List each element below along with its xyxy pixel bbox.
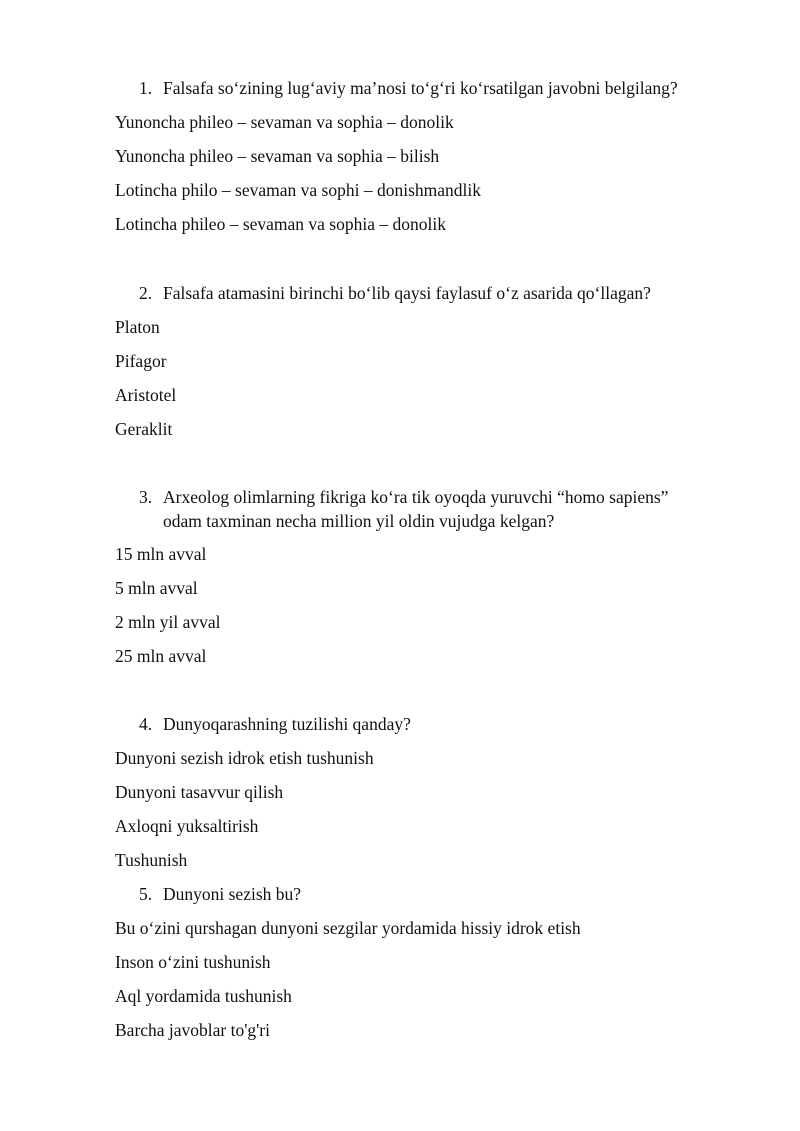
answer-option: Barcha javoblar to'g'ri [115,1020,270,1040]
question-number: 4. [139,714,153,734]
answer-option: Lotincha philo – sevaman va sophi – donishmandlik [115,180,481,200]
question-text-line-1: Arxeolog olimlarning fikriga ko‘ra tik oyoqda yuruvchi “homo sapiens” [163,487,669,507]
answer-option: Dunyoni tasavvur qilish [115,782,284,802]
question-number: 2. [139,283,153,303]
answer-option: Aql yordamida tushunish [115,986,292,1006]
question-number: 5. [139,884,153,904]
answer-option: Tushunish [115,850,188,870]
answer-option: 2 mln yil avval [115,612,221,632]
answer-option: Pifagor [115,351,167,371]
answer-option: Lotincha phileo – sevaman va sophia – donolik [115,214,446,234]
question-number: 3. [139,487,153,507]
question-text: Falsafa atamasini birinchi bo‘lib qaysi faylasuf o‘z asarida qo‘llagan? [163,283,651,303]
question-text: Dunyoni sezish bu? [163,884,302,904]
question-number: 1. [139,78,153,98]
answer-option: Yunoncha phileo – sevaman va sophia – bilish [115,146,440,166]
answer-option: Platon [115,317,160,337]
answer-option: Aristotel [115,385,177,405]
answer-option: Geraklit [115,419,173,439]
answer-option: Axloqni yuksaltirish [115,816,259,836]
answer-option: 5 mln avval [115,578,198,598]
answer-option: Bu o‘zini qurshagan dunyoni sezgilar yordamida hissiy idrok etish [115,918,581,938]
question-text: Dunyoqarashning tuzilishi qanday? [163,714,411,734]
answer-option: Yunoncha phileo – sevaman va sophia – donolik [115,112,454,132]
answer-option: 25 mln avval [115,646,207,666]
answer-option: Inson o‘zini tushunish [115,952,271,972]
answer-option: Dunyoni sezish idrok etish tushunish [115,748,374,768]
question-text-line-2: odam taxminan necha million yil oldin vujudga kelgan? [163,511,555,531]
question-text: Falsafa so‘zining lug‘aviy ma’nosi to‘g‘ri ko‘rsatilgan javobni belgilang? [163,78,678,98]
answer-option: 15 mln avval [115,544,207,564]
